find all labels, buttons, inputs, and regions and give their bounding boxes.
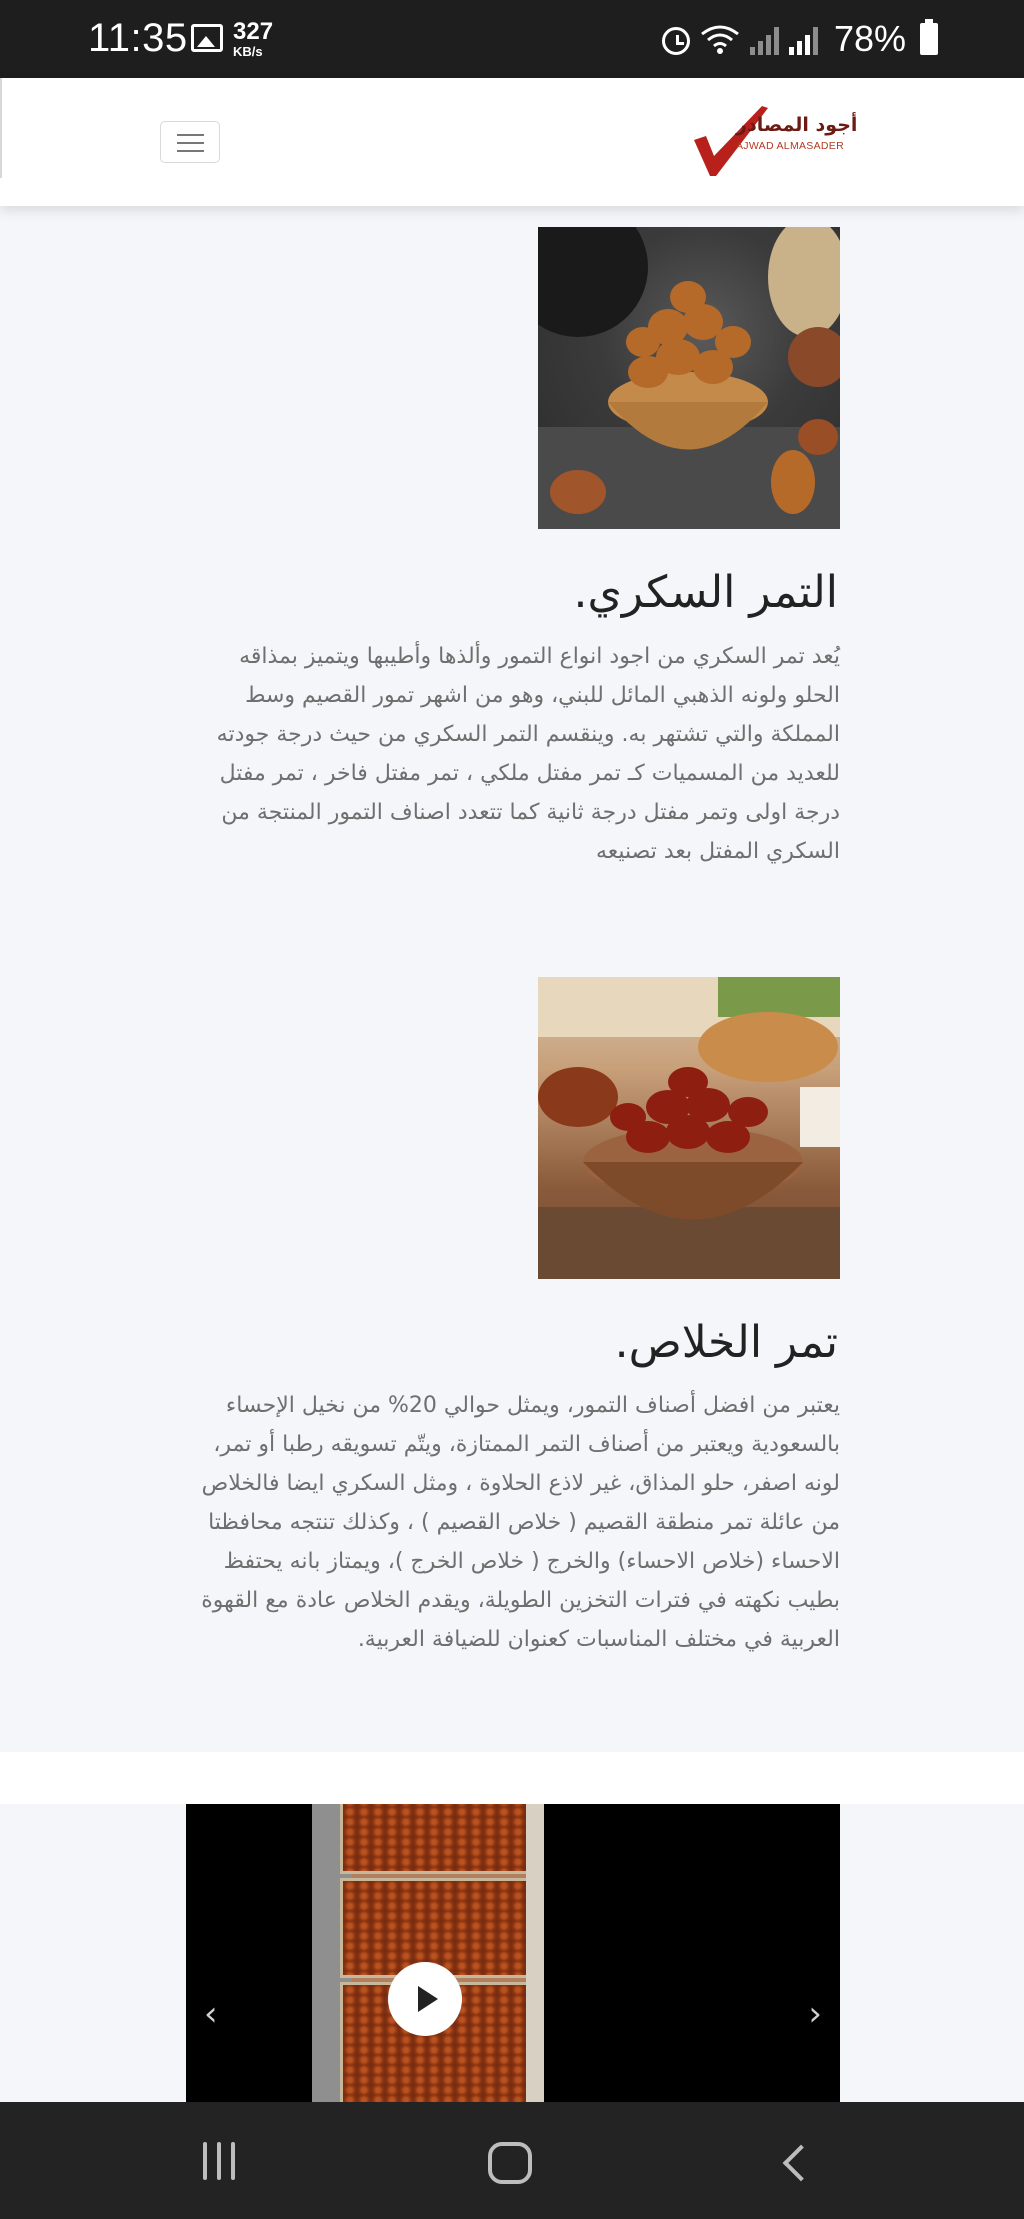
- logo-arabic-text: أجود المصادر: [736, 114, 858, 136]
- chevron-right-icon[interactable]: ›: [808, 1994, 822, 2034]
- logo-english-text: AJWAD ALMASADER: [736, 140, 844, 152]
- back-icon[interactable]: [783, 2145, 820, 2182]
- battery-percent: 78%: [833, 18, 906, 59]
- network-speed: [233, 20, 273, 58]
- site-logo[interactable]: [690, 100, 858, 180]
- video-carousel: [186, 1804, 840, 2102]
- signal-icon-sim2: [789, 23, 818, 55]
- status-bar: [0, 0, 1024, 78]
- product-title-khalas: تمر الخلاص.: [614, 1317, 838, 1368]
- network-speed-value: 327: [233, 18, 274, 45]
- chevron-left-icon[interactable]: ‹: [204, 1994, 218, 2034]
- sukkari-dates-image: [538, 227, 840, 529]
- product-description-khalas: يعتبر من افضل أصناف التمور، ويمثل حوالي 20% من نخيل الإحساء بالسعودية ويعتبر من أصناف التمر الممتازة، ويتّم تسويقه رطبا أو تمر، لونه اصفر، حلو المذاق، غير لاذع الحلاوة ، ومثل السكري ايضا فالخلاص من عائلة تمر منطقة القصيم ( خلاص القصيم ) ، وكذلك تنتجه محافظتا الاحساء (خلاص الاحساء) والخرج ( خلاص الخرج )، ويمتاز بانه يحتفظ بطيب نكهته في فترات التخزين الطويلة، ويقدم الخلاص عادة مع القهوة العربية في مختلف المناسبات كعنوان للضيافة العربية.: [201, 1393, 840, 1652]
- section-divider: [0, 1752, 1024, 1804]
- home-icon[interactable]: [488, 2142, 532, 2184]
- image-icon: [191, 24, 223, 52]
- alarm-icon: [662, 27, 690, 55]
- product-title-sukkari: التمر السكري.: [573, 567, 838, 618]
- signal-icon-sim1: [750, 23, 779, 55]
- khalas-dates-image: [538, 977, 840, 1279]
- status-icons: [662, 18, 938, 60]
- product-description-sukkari: يُعد تمر السكري من اجود انواع التمور وألذها وأطيبها ويتميز بمذاقه الحلو ولونه الذهبي المائل للبني، وهو من اشهر تمور القصيم وسط المملكة والتي تشتهر به. وينقسم التمر السكري من حيث درجة جودته للعديد من المسميات كـ تمر مفتل ملكي ، تمر مفتل فاخر ، تمر مفتل درجة اولى وتمر مفتل درجة ثانية كما تتعدد اصناف التمور المنتجة من السكري المفتل بعد تصنيعه: [216, 644, 840, 864]
- battery-icon: [920, 23, 938, 55]
- video-thumbnail[interactable]: [312, 1804, 544, 2102]
- hamburger-menu-button[interactable]: [160, 121, 220, 163]
- status-time: 11:35: [88, 16, 188, 60]
- site-header: [0, 78, 1024, 206]
- recent-apps-icon[interactable]: [203, 2142, 243, 2180]
- system-nav-bar: [0, 2102, 1024, 2219]
- network-speed-unit: KB/s: [233, 44, 263, 59]
- play-icon[interactable]: [388, 1962, 462, 2036]
- wifi-icon: [700, 22, 740, 56]
